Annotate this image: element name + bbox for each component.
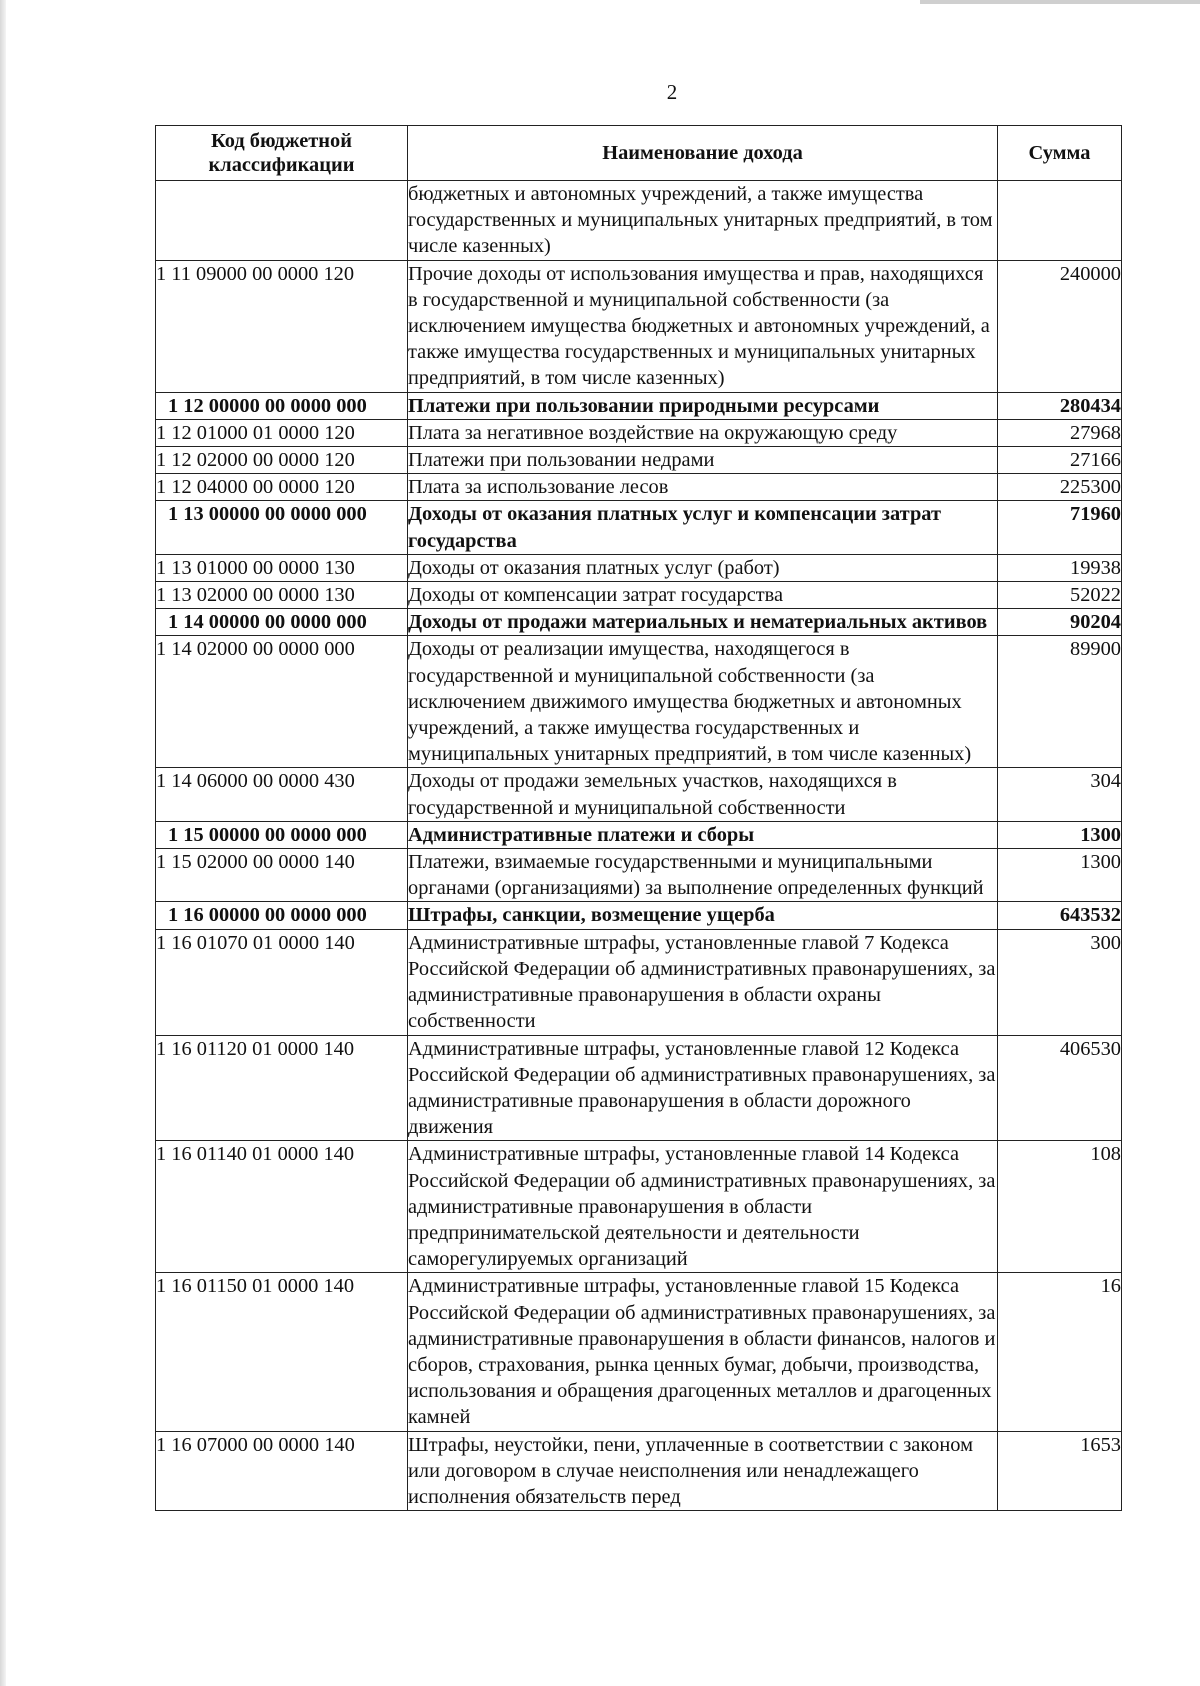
table-row xyxy=(156,447,1122,474)
row-name: Платежи, взимаемые государственными и муниципальными органами (организациями) за выполнение определенных функций xyxy=(408,849,998,902)
row-code: 1 14 06000 00 0000 430 xyxy=(156,768,408,821)
row-sum: 108 xyxy=(998,1141,1122,1273)
table-row xyxy=(156,1273,1122,1431)
revenue-table xyxy=(155,125,1122,1511)
row-sum: 19938 xyxy=(998,554,1122,581)
table-row xyxy=(156,1035,1122,1141)
table-row xyxy=(156,554,1122,581)
row-sum: 280434 xyxy=(998,392,1122,419)
row-code: 1 16 01140 01 0000 140 xyxy=(156,1141,408,1273)
row-name: Доходы от оказания платных услуг (работ) xyxy=(408,554,998,581)
row-name: Штрафы, санкции, возмещение ущерба xyxy=(408,902,998,929)
table-row xyxy=(156,181,1122,261)
table-row xyxy=(156,609,1122,636)
row-name: Административные платежи и сборы xyxy=(408,821,998,848)
table-row xyxy=(156,419,1122,446)
row-sum: 304 xyxy=(998,768,1122,821)
row-sum: 643532 xyxy=(998,902,1122,929)
row-code: 1 16 01120 01 0000 140 xyxy=(156,1035,408,1141)
row-code: 1 11 09000 00 0000 120 xyxy=(156,260,408,392)
table-row xyxy=(156,768,1122,821)
row-code: 1 13 00000 00 0000 000 xyxy=(156,501,408,554)
table-row xyxy=(156,929,1122,1035)
row-sum: 1653 xyxy=(998,1431,1122,1511)
row-code: 1 15 00000 00 0000 000 xyxy=(156,821,408,848)
table-row xyxy=(156,902,1122,929)
row-sum: 90204 xyxy=(998,609,1122,636)
row-sum: 1300 xyxy=(998,821,1122,848)
row-code: 1 12 01000 01 0000 120 xyxy=(156,419,408,446)
row-name: Административные штрафы, установленные главой 14 Кодекса Российской Федерации об административных правонарушениях, за административные правонарушения в области предпринимательской деятельности и деятельности саморегулируемых организаций xyxy=(408,1141,998,1273)
table-row xyxy=(156,1141,1122,1273)
table-row xyxy=(156,501,1122,554)
scan-edge-top xyxy=(920,0,1200,4)
row-name: Платежи при пользовании природными ресурсами xyxy=(408,392,998,419)
row-sum: 406530 xyxy=(998,1035,1122,1141)
row-name: Доходы от продажи земельных участков, находящихся в государственной и муниципальной собственности xyxy=(408,768,998,821)
row-code: 1 14 00000 00 0000 000 xyxy=(156,609,408,636)
row-code: 1 16 01150 01 0000 140 xyxy=(156,1273,408,1431)
row-name: Административные штрафы, установленные главой 12 Кодекса Российской Федерации об административных правонарушениях, за административные правонарушения в области дорожного движения xyxy=(408,1035,998,1141)
table-row xyxy=(156,636,1122,768)
row-name: Платежи при пользовании недрами xyxy=(408,447,998,474)
row-name: Плата за негативное воздействие на окружающую среду xyxy=(408,419,998,446)
row-code: 1 12 00000 00 0000 000 xyxy=(156,392,408,419)
row-sum: 300 xyxy=(998,929,1122,1035)
row-sum: 16 xyxy=(998,1273,1122,1431)
table-body xyxy=(156,181,1122,1511)
row-name: Доходы от реализации имущества, находящегося в государственной и муниципальной собственности (за исключением движимого имущества бюджетных и автономных учреждений, а также имущества государственных и муниципальных унитарных предприятий, в том числе казенных) xyxy=(408,636,998,768)
row-sum: 1300 xyxy=(998,849,1122,902)
row-name: Административные штрафы, установленные главой 15 Кодекса Российской Федерации об административных правонарушениях, за административные правонарушения в области финансов, налогов и сборов, страхования, рынка ценных бумаг, добычи, производства, использования и обращения драгоценных металлов и драгоценных камней xyxy=(408,1273,998,1431)
table-row xyxy=(156,582,1122,609)
row-name: Доходы от оказания платных услуг и компенсации затрат государства xyxy=(408,501,998,554)
row-sum: 71960 xyxy=(998,501,1122,554)
row-code: 1 13 01000 00 0000 130 xyxy=(156,554,408,581)
row-name: Доходы от компенсации затрат государства xyxy=(408,582,998,609)
row-code xyxy=(156,181,408,261)
page-number: 2 xyxy=(666,80,678,104)
row-name: Прочие доходы от использования имущества и прав, находящихся в государственной и муниципальной собственности (за исключением имущества бюджетных и автономных учреждений, а также имущества государственных и муниципальных унитарных предприятий, в том числе казенных) xyxy=(408,260,998,392)
row-name: бюджетных и автономных учреждений, а также имущества государственных и муниципальных унитарных предприятий, в том числе казенных) xyxy=(408,181,998,261)
row-code: 1 13 02000 00 0000 130 xyxy=(156,582,408,609)
row-sum: 89900 xyxy=(998,636,1122,768)
table-row xyxy=(156,392,1122,419)
row-sum: 27166 xyxy=(998,447,1122,474)
row-name: Доходы от продажи материальных и нематериальных активов xyxy=(408,609,998,636)
row-sum: 52022 xyxy=(998,582,1122,609)
row-code: 1 16 07000 00 0000 140 xyxy=(156,1431,408,1511)
header-sum: Сумма xyxy=(998,126,1122,181)
row-sum xyxy=(998,181,1122,261)
table-header-row xyxy=(156,126,1122,181)
scan-edge-left xyxy=(0,0,6,1686)
row-sum: 225300 xyxy=(998,474,1122,501)
row-code: 1 14 02000 00 0000 000 xyxy=(156,636,408,768)
row-code: 1 16 00000 00 0000 000 xyxy=(156,902,408,929)
row-name: Административные штрафы, установленные главой 7 Кодекса Российской Федерации об административных правонарушениях, за административные правонарушения в области охраны собственности xyxy=(408,929,998,1035)
header-name: Наименование дохода xyxy=(408,126,998,181)
row-name: Плата за использование лесов xyxy=(408,474,998,501)
table-row xyxy=(156,821,1122,848)
row-sum: 27968 xyxy=(998,419,1122,446)
table-row xyxy=(156,474,1122,501)
table-row xyxy=(156,1431,1122,1511)
row-code: 1 16 01070 01 0000 140 xyxy=(156,929,408,1035)
row-code: 1 12 02000 00 0000 120 xyxy=(156,447,408,474)
row-code: 1 12 04000 00 0000 120 xyxy=(156,474,408,501)
table-row xyxy=(156,849,1122,902)
row-code: 1 15 02000 00 0000 140 xyxy=(156,849,408,902)
row-name: Штрафы, неустойки, пени, уплаченные в соответствии с законом или договором в случае неисполнения или ненадлежащего исполнения обязательств перед xyxy=(408,1431,998,1511)
table-row xyxy=(156,260,1122,392)
header-code: Код бюджетной классификации xyxy=(156,126,408,181)
row-sum: 240000 xyxy=(998,260,1122,392)
